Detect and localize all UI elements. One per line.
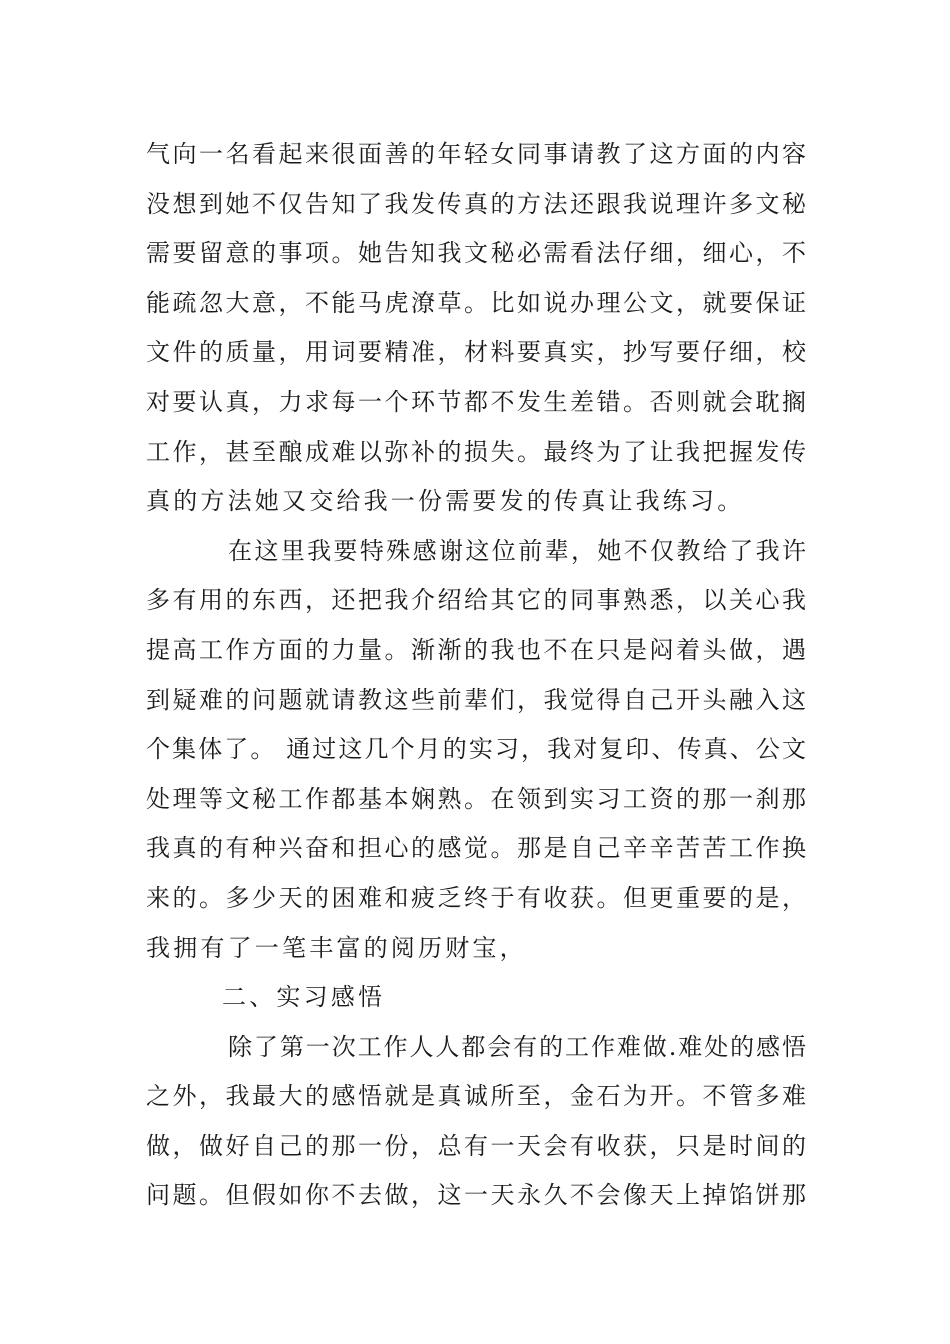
text-line: 文件的质量，用词要精准，材料要真实，抄写要仔细，校 bbox=[146, 338, 806, 367]
text-line: 能疏忽大意，不能马虎潦草。比如说办理公文，就要保证 bbox=[146, 288, 806, 317]
text-line: 没想到她不仅告知了我发传真的方法还跟我说理许多文秘 bbox=[146, 189, 806, 218]
text-line: 做，做好自己的那一份，总有一天会有收获，只是时间的 bbox=[146, 1131, 806, 1160]
text-line: 真的方法她又交给我一份需要发的传真让我练习。 bbox=[146, 487, 745, 516]
text-line: 个集体了。 通过这几个月的实习，我对复印、传真、公文 bbox=[146, 735, 806, 764]
text-line: 处理等文秘工作都基本娴熟。在领到实习工资的那一刹那 bbox=[146, 784, 806, 813]
text-line: 气向一名看起来很面善的年轻女同事请教了这方面的内容 bbox=[146, 140, 806, 168]
text-line: 问题。但假如你不去做，这一天永久不会像天上掉馅饼那 bbox=[146, 1181, 806, 1210]
paragraph-start-line: 除了第一次工作人人都会有的工作难做.难处的感悟 bbox=[228, 1032, 806, 1061]
text-line: 来的。多少天的困难和疲乏终于有收获。但更重要的是， bbox=[146, 883, 806, 912]
text-line: 提高工作方面的力量。渐渐的我也不在只是闷着头做，遇 bbox=[146, 635, 806, 664]
paragraph-start-line: 在这里我要特殊感谢这位前辈，她不仅教给了我许 bbox=[228, 536, 806, 565]
text-line: 到疑难的问题就请教这些前辈们，我觉得自己开头融入这 bbox=[146, 685, 806, 714]
text-line: 工作，甚至酿成难以弥补的损失。最终为了让我把握发传 bbox=[146, 437, 806, 466]
text-line: 对要认真，力求每一个环节都不发生差错。否则就会耽搁 bbox=[146, 387, 806, 416]
text-line: 需要留意的事项。她告知我文秘必需看法仔细，细心，不 bbox=[146, 239, 806, 268]
text-line: 之外，我最大的感悟就是真诚所至，金石为开。不管多难 bbox=[146, 1082, 806, 1111]
text-line: 多有用的东西，还把我介绍给其它的同事熟悉，以关心我 bbox=[146, 586, 806, 615]
section-heading: 二、实习感悟 bbox=[222, 983, 386, 1012]
body-text bbox=[146, 130, 806, 1221]
text-line: 我拥有了一笔丰富的阅历财宝， bbox=[146, 933, 527, 962]
text-line: 我真的有种兴奋和担心的感觉。那是自己辛辛苦苦工作换 bbox=[146, 834, 806, 863]
